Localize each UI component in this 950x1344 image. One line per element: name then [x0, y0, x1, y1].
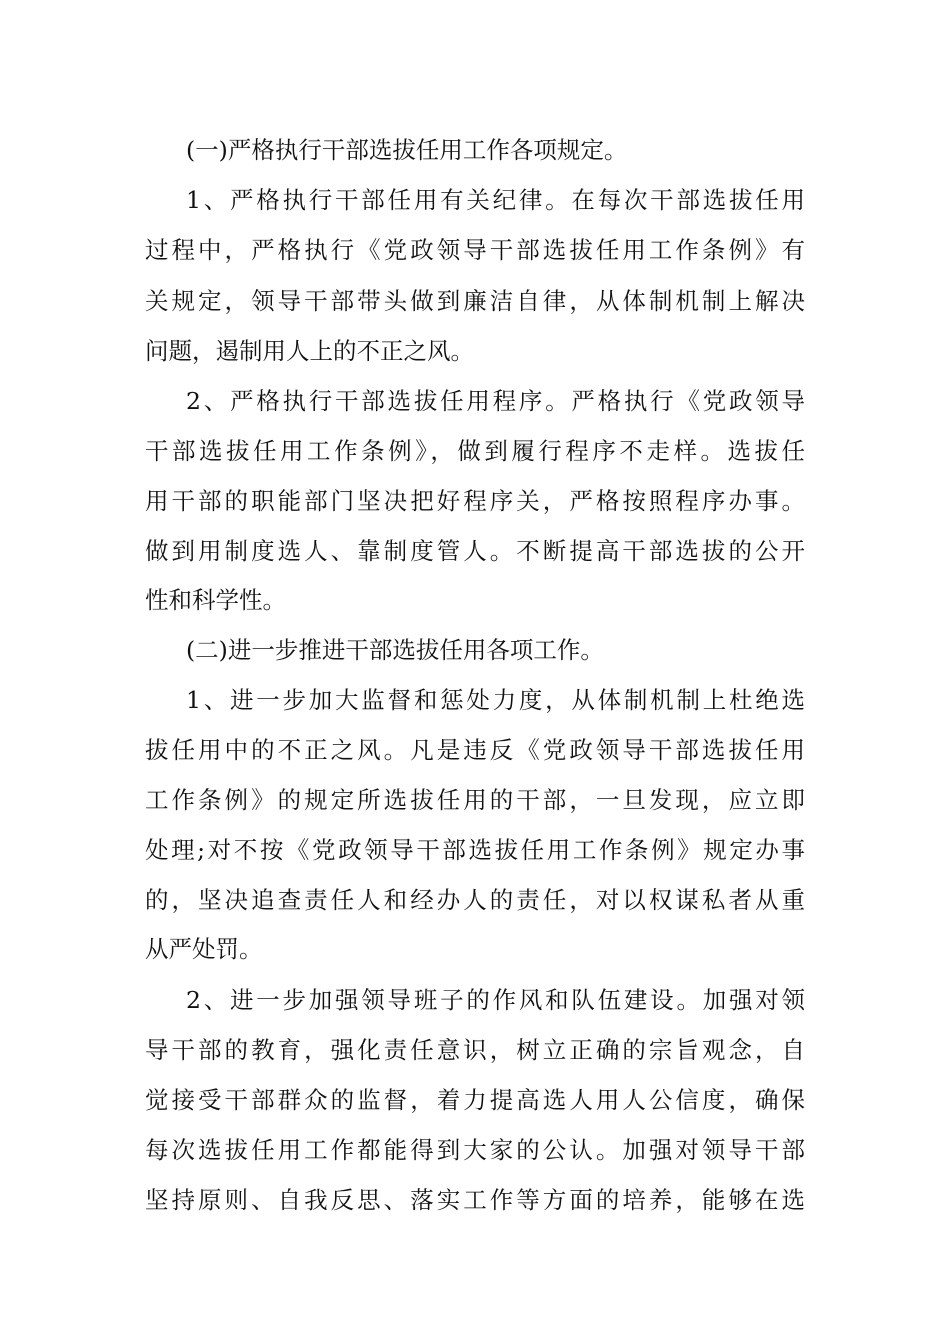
paragraph-line: 性和科学性。 — [145, 586, 286, 614]
paragraph-line: 导干部的教育，强化责任意识，树立正确的宗旨观念，自 — [145, 1036, 805, 1064]
paragraph-line: 过程中，严格执行《党政领导干部选拔任用工作条例》有 — [145, 236, 805, 264]
paragraph-line: 从严处罚。 — [145, 935, 263, 963]
paragraph-line: 做到用制度选人、靠制度管人。不断提高干部选拔的公开 — [145, 537, 805, 565]
paragraph-line: 的，坚决追查责任人和经办人的责任，对以权谋私者从重 — [145, 886, 805, 914]
paragraph-line: 坚持原则、自我反思、落实工作等方面的培养，能够在选 — [145, 1186, 805, 1214]
paragraph-line: 关规定，领导干部带头做到廉洁自律，从体制机制上解决 — [145, 287, 805, 315]
paragraph-line: 1、严格执行干部任用有关纪律。在每次干部选拔任用 — [186, 186, 805, 214]
paragraph-line: 用干部的职能部门坚决把好程序关，严格按照程序办事。 — [145, 487, 805, 515]
section-heading-2: (二)进一步推进干部选拔任用各项工作。 — [186, 636, 604, 664]
paragraph-line: 干部选拔任用工作条例》，做到履行程序不走样。选拔任 — [145, 437, 805, 465]
paragraph-line: 1、进一步加大监督和惩处力度，从体制机制上杜绝选 — [186, 686, 805, 714]
paragraph-line: 2、进一步加强领导班子的作风和队伍建设。加强对领 — [186, 986, 805, 1014]
paragraph-line: 工作条例》的规定所选拔任用的干部，一旦发现，应立即 — [145, 786, 805, 814]
paragraph-line: 拔任用中的不正之风。凡是违反《党政领导干部选拔任用 — [145, 736, 805, 764]
paragraph-line: 问题，遏制用人上的不正之风。 — [145, 337, 474, 365]
paragraph-line: 觉接受干部群众的监督，着力提高选人用人公信度，确保 — [145, 1086, 805, 1114]
paragraph-line: 2、严格执行干部选拔任用程序。严格执行《党政领导 — [186, 387, 805, 415]
section-heading-1: (一)严格执行干部选拔任用工作各项规定。 — [186, 136, 628, 164]
paragraph-line: 每次选拔任用工作都能得到大家的公认。加强对领导干部 — [145, 1136, 805, 1164]
paragraph-line: 处理;对不按《党政领导干部选拔任用工作条例》规定办事 — [145, 836, 805, 864]
